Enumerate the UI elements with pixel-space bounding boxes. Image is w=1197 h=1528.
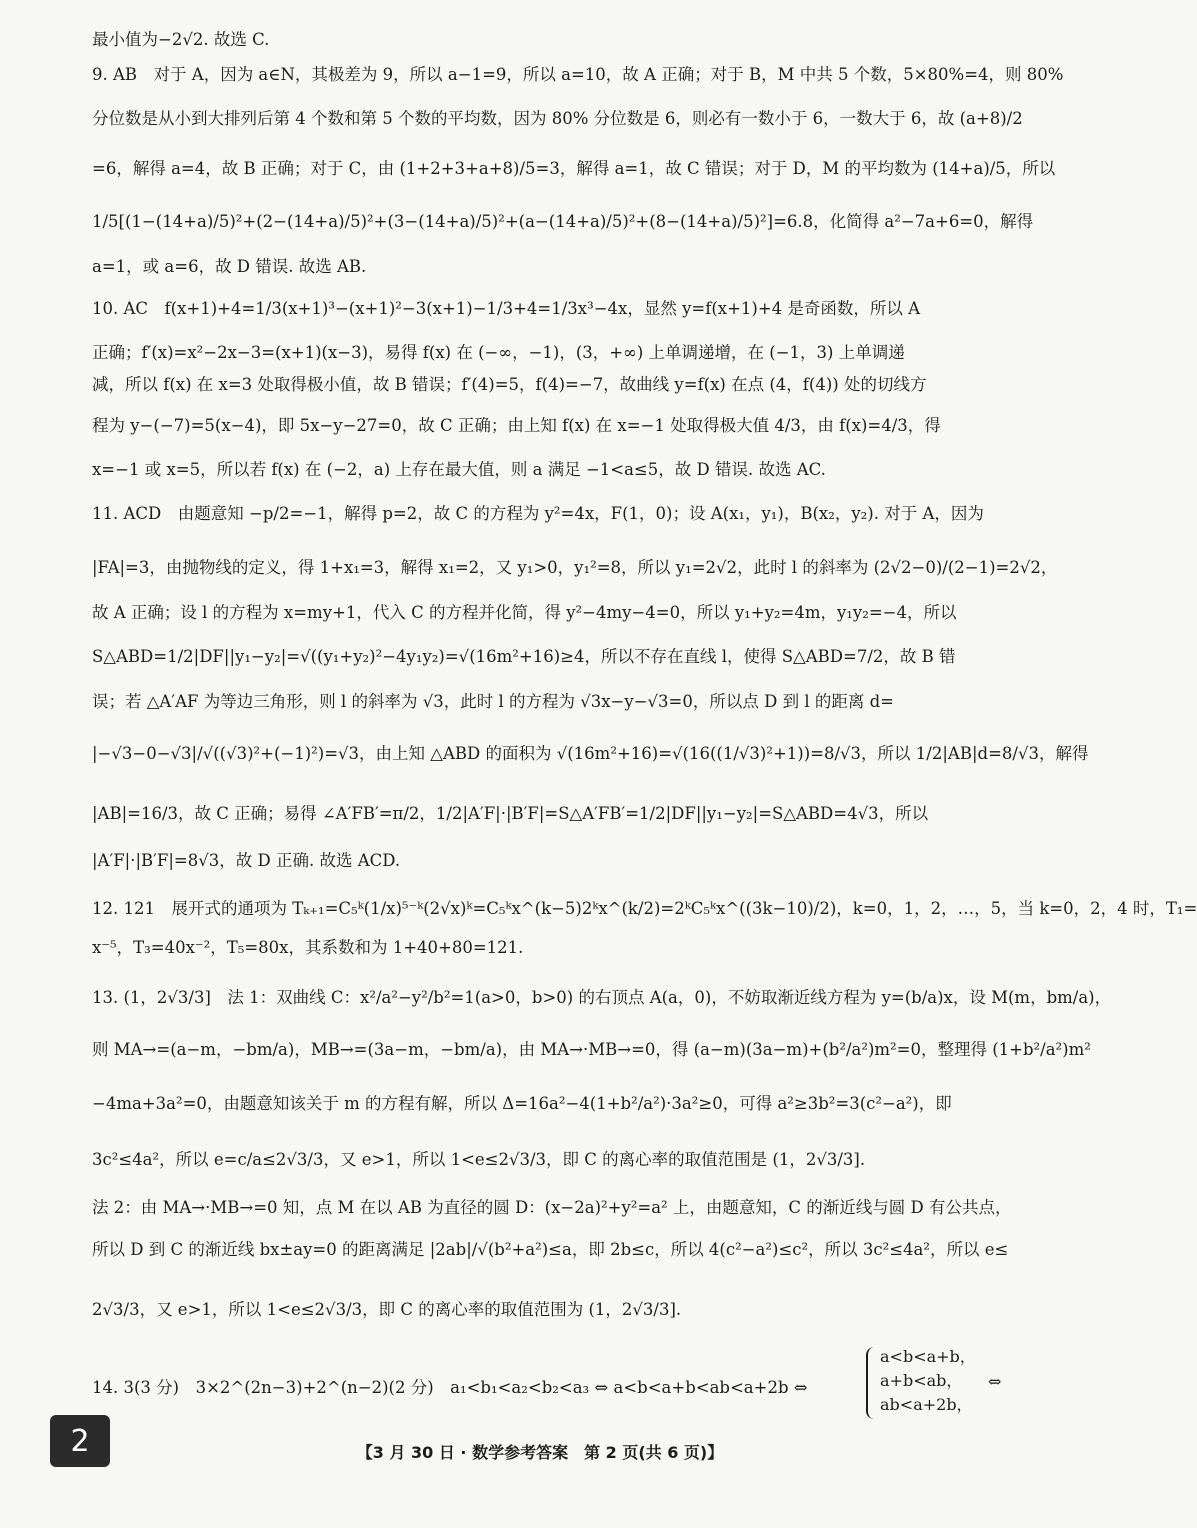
system-brace bbox=[866, 1347, 878, 1419]
text-line: 故 A 正确；设 l 的方程为 x=my+1，代入 C 的方程并化简，得 y²−4my−4=0，所以 y₁+y₂=4m，y₁y₂=−4，所以 bbox=[92, 603, 957, 622]
text-line: x=−1 或 x=5，所以若 f(x) 在 (−2，a) 上存在最大值，则 a 满足 −1<a≤5，故 D 错误. 故选 AC. bbox=[92, 460, 826, 479]
system-row: a<b<a+b， bbox=[880, 1347, 976, 1366]
text-line: 3c²≤4a²，所以 e=c/a≤2√3/3，又 e>1，所以 1<e≤2√3/3，即 C 的离心率的取值范围是 (1，2√3/3]. bbox=[92, 1150, 866, 1169]
text-line: S△ABD=1/2|DF||y₁−y₂|=√((y₁+y₂)²−4y₁y₂)=√(16m²+16)≥4，所以不存在直线 l，使得 S△ABD=7/2，故 B 错 bbox=[92, 647, 956, 666]
page-number: 2 bbox=[70, 1423, 90, 1459]
text-line: a=1，或 a=6，故 D 错误. 故选 AB. bbox=[92, 257, 367, 276]
text-line: 13. (1，2√3/3] 法 1：双曲线 C：x²/a²−y²/b²=1(a>0，b>0) 的右顶点 A(a，0)，不妨取渐近线方程为 y=(b/a)x，设 M(m，bm/a)， bbox=[92, 988, 1112, 1007]
text-line: =6，解得 a=4，故 B 正确；对于 C，由 (1+2+3+a+8)/5=3，解得 a=1，故 C 错误；对于 D，M 的平均数为 (14+a)/5，所以 bbox=[92, 159, 1056, 178]
inequality-system bbox=[880, 1345, 976, 1417]
text-line: 2√3/3，又 e>1，所以 1<e≤2√3/3，即 C 的离心率的取值范围为 (1，2√3/3]. bbox=[92, 1300, 682, 1319]
text-line: |−√3−0−√3|/√((√3)²+(−1)²)=√3，由上知 △ABD 的面积为 √(16m²+16)=√(16((1/√3)²+1))=8/√3，所以 1/2|AB|d=8/√3，解得 bbox=[92, 744, 1089, 763]
page-footer: 【3 月 30 日 · 数学参考答案 第 2 页(共 6 页)】 bbox=[356, 1443, 724, 1462]
text-line: −4ma+3a²=0，由题意知该关于 m 的方程有解，所以 Δ=16a²−4(1+b²/a²)·3a²≥0，可得 a²≥3b²=3(c²−a²)，即 bbox=[92, 1094, 952, 1113]
text-line: 减，所以 f(x) 在 x=3 处取得极小值，故 B 错误；f′(4)=5，f(4)=−7，故曲线 y=f(x) 在点 (4，f(4)) 处的切线方 bbox=[92, 375, 927, 394]
text-line: |AB|=16/3，故 C 正确；易得 ∠A′FB′=π/2，1/2|A′F|·|B′F|=S△A′FB′=1/2|DF||y₁−y₂|=S△ABD=4√3，所以 bbox=[92, 804, 929, 823]
text-line: 10. AC f(x+1)+4=1/3(x+1)³−(x+1)²−3(x+1)−1/3+4=1/3x³−4x，显然 y=f(x+1)+4 是奇函数，所以 A bbox=[92, 299, 921, 318]
text-line: 最小值为−2√2. 故选 C. bbox=[92, 30, 270, 49]
text-line: 所以 D 到 C 的渐近线 bx±ay=0 的距离满足 |2ab|/√(b²+a²)≤a，即 2b≤c，所以 4(c²−a²)≤c²，所以 3c²≤4a²，所以 e≤ bbox=[92, 1240, 1009, 1259]
text-line: 程为 y−(−7)=5(x−4)，即 5x−y−27=0，故 C 正确；由上知 f(x) 在 x=−1 处取得极大值 4/3，由 f(x)=4/3，得 bbox=[92, 416, 941, 435]
text-line: 法 2：由 MA→·MB→=0 知，点 M 在以 AB 为直径的圆 D：(x−2a)²+y²=a² 上，由题意知，C 的渐近线与圆 D 有公共点， bbox=[92, 1198, 1012, 1217]
equivalence-symbol: ⇔ bbox=[988, 1372, 1002, 1391]
text-line: |FA|=3，由抛物线的定义，得 1+x₁=3，解得 x₁=2，又 y₁>0，y₁²=8，所以 y₁=2√2，此时 l 的斜率为 (2√2−0)/(2−1)=2√2， bbox=[92, 558, 1058, 577]
text-line: 误；若 △A′AF 为等边三角形，则 l 的斜率为 √3，此时 l 的方程为 √3x−y−√3=0，所以点 D 到 l 的距离 d= bbox=[92, 692, 894, 711]
text-line: 11. ACD 由题意知 −p/2=−1，解得 p=2，故 C 的方程为 y²=4x，F(1，0)；设 A(x₁，y₁)，B(x₂，y₂). 对于 A，因为 bbox=[92, 504, 984, 523]
text-line: x⁻⁵，T₃=40x⁻²，T₅=80x，其系数和为 1+40+80=121. bbox=[92, 938, 524, 957]
text-line: 14. 3(3 分) 3×2^(2n−3)+2^(n−2)(2 分) a₁<b₁<a₂<b₂<a₃ ⇔ a<b<a+b<ab<a+2b ⇔ bbox=[92, 1378, 808, 1397]
text-line: 1/5[(1−(14+a)/5)²+(2−(14+a)/5)²+(3−(14+a)/5)²+(a−(14+a)/5)²+(8−(14+a)/5)²]=6.8，化简得 a²−7a+6=0，解得 bbox=[92, 212, 1034, 231]
text-line: 12. 121 展开式的通项为 Tₖ₊₁=C₅ᵏ(1/x)⁵⁻ᵏ(2√x)ᵏ=C₅ᵏx^(k−5)2ᵏx^(k/2)=2ᵏC₅ᵏx^((3k−10)/2)，k=0，1，2，…，5，当 k=0，2，4 时，T₁= bbox=[92, 899, 1197, 918]
text-line: |A′F|·|B′F|=8√3，故 D 正确. 故选 ACD. bbox=[92, 851, 401, 870]
text-line: 9. AB 对于 A，因为 a∈N，其极差为 9，所以 a−1=9，所以 a=10，故 A 正确；对于 B，M 中共 5 个数，5×80%=4，则 80% bbox=[92, 65, 1064, 84]
text-line: 则 MA→=(a−m，−bm/a)，MB→=(3a−m，−bm/a)，由 MA→·MB→=0，得 (a−m)(3a−m)+(b²/a²)m²=0，整理得 (1+b²/a²)m² bbox=[92, 1040, 1091, 1059]
system-row: a+b<ab， bbox=[880, 1371, 963, 1390]
system-row: ab<a+2b， bbox=[880, 1395, 973, 1414]
text-line: 正确；f′(x)=x²−2x−3=(x+1)(x−3)，易得 f(x) 在 (−∞，−1)，(3，+∞) 上单调递增，在 (−1，3) 上单调递 bbox=[92, 343, 905, 362]
text-line: 分位数是从小到大排列后第 4 个数和第 5 个数的平均数，因为 80% 分位数是 6，则必有一数小于 6，一数大于 6，故 (a+8)/2 bbox=[92, 109, 1023, 128]
